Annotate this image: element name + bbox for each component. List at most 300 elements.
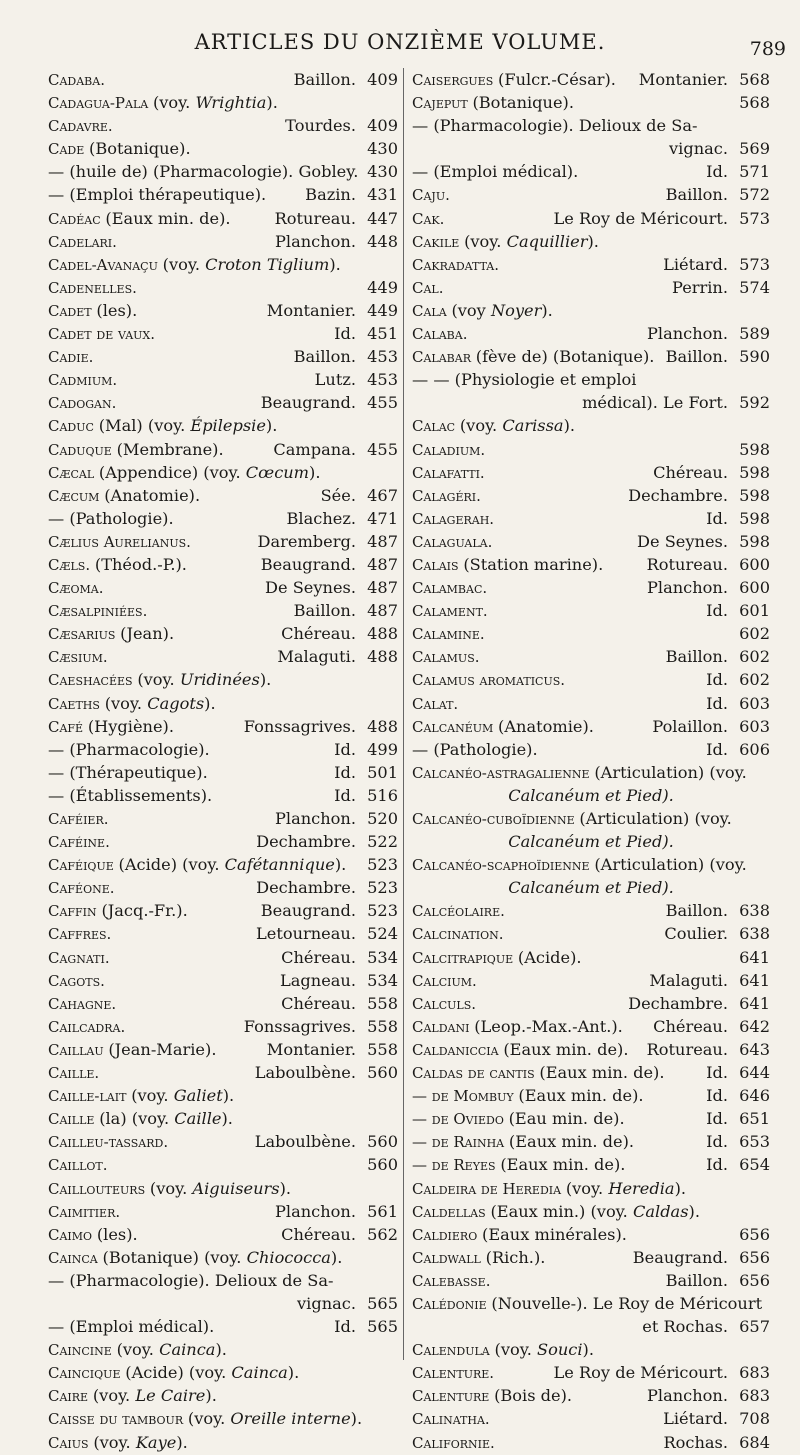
entry-page: 447 [367,208,398,228]
entry-page: 524 [367,924,398,944]
entry-page: 534 [367,970,398,990]
entry-page: 560 [367,1063,398,1083]
index-entry [48,1269,398,1292]
entry-italic-ref: Cagots [147,693,205,713]
entry-term: Cakradatta. [412,255,500,274]
index-entry [48,576,398,599]
entry-term: Cakile [412,232,465,251]
entry-description: (voy. [565,1178,609,1198]
entry-description: (Articulation) (voy. [579,809,732,828]
entry-page: 487 [367,531,398,551]
entry-description: (Théod.-P.). [94,554,187,574]
entry-term: Calaguala. [412,532,493,551]
entry-page: 654 [739,1155,770,1175]
entry-page: 453 [367,347,398,367]
entry-description: (Anatomie). [104,485,201,505]
entry-italic-ref: Souci [537,1340,583,1360]
entry-author: Dechambre. [256,832,356,852]
entry-page: 522 [367,832,398,852]
index-entry [48,899,398,922]
entry-right [663,253,770,276]
entry-term: — de Reyes [412,1156,501,1175]
entry-right [275,230,398,253]
entry-term: Calat. [412,694,459,713]
index-entry [412,807,770,830]
entry-term: Caldani [412,1017,475,1036]
entry-description: (Acide) (voy. [118,855,225,875]
entry-punct: ). [662,832,674,852]
entry-author: Baillon. [665,901,728,921]
entry-author: Id. [706,670,728,690]
index-entry [48,715,398,738]
entry-punct: ). [204,693,216,713]
index-entry [412,91,770,114]
entry-page: 409 [367,116,398,136]
entry-author: Rotureau. [646,554,728,574]
index-entry [48,1361,398,1384]
entry-right [664,922,770,945]
entry-page: 656 [739,1270,770,1290]
entry-term: Caduque [48,440,117,459]
entry-description: (Acide) (voy. [125,1363,232,1383]
entry-right [334,761,398,784]
entry-italic-ref: Cainca [231,1363,288,1383]
entry-right [258,530,399,553]
entry-author: Planchon. [647,578,728,598]
entry-author: Laboulbène. [254,1132,356,1152]
entry-page: 455 [367,393,398,413]
entry-italic-ref: Uridinées [179,670,260,690]
entry-page: 606 [739,739,770,759]
entry-term: Caju. [412,186,450,205]
entry-description: — (Emploi thérapeutique). [48,185,267,205]
entry-term: Calendula [412,1341,495,1360]
entry-description: (voy. [187,1409,231,1429]
entry-author: Daremberg. [257,531,356,551]
index-entry [48,969,398,992]
entry-right [334,1315,398,1338]
index-entry [412,461,770,484]
index-entry [48,761,398,784]
entry-term: Calculs. [412,994,477,1013]
index-entry [48,876,398,899]
entry-punct: ). [205,1386,217,1406]
index-entry [48,1407,398,1430]
entry-punct: ). [221,1109,233,1129]
entry-right [642,1315,770,1338]
index-entry [48,322,398,345]
entry-author: Montanier. [266,300,356,320]
index-entry [48,368,398,391]
index-entry [48,1338,398,1361]
entry-description: (Eau min. de). [508,1109,625,1129]
entry-description: (Jacq.-Fr.). [101,901,188,921]
index-entry [48,230,398,253]
entry-term: Cagots. [48,971,105,990]
entry-description: (Nouvelle-). Le Roy de Méricourt [491,1293,763,1313]
entry-description: — (Pathologie). [412,739,538,759]
entry-term: Cæsium. [48,648,108,667]
entry-right [297,1292,398,1315]
entry-right [287,507,398,530]
index-entry [412,969,770,992]
index-entry [412,1431,770,1454]
entry-description: (voy [451,300,491,320]
entry-right [647,1038,770,1061]
entry-description: (voy. [92,1386,136,1406]
entry-right [628,484,770,507]
index-entry [48,461,398,484]
entry-author: Baillon. [665,1270,728,1290]
entry-description: (voy. [131,1086,174,1106]
index-entry [412,438,770,461]
entry-description: (Station marine). [463,554,604,574]
entry-punct: ). [279,1178,292,1198]
entry-term: Cailleu-tassard. [48,1133,169,1152]
entry-right [666,1269,770,1292]
entry-description: (Eaux minérales). [482,1224,627,1244]
entry-author: Liétard. [663,254,728,274]
entry-right [637,530,770,553]
entry-page: 602 [739,670,770,690]
entry-page: 644 [739,1063,770,1083]
entry-page: 409 [367,70,398,89]
entry-author: Baillon. [665,185,728,205]
entry-page: 641 [739,993,770,1013]
index-entry [412,368,770,391]
entry-author: Id. [334,324,356,344]
entry-right [273,438,398,461]
entry-italic-ref: Cafétannique [224,855,335,875]
entry-description: (Appendice) (voy. [98,462,246,482]
index-entry [412,1384,770,1407]
entry-description: — (Emploi médical). [48,1317,215,1337]
index-entry [412,1338,770,1361]
index-entry [48,853,398,876]
entry-term: Calcanéo-scaphoïdienne [412,856,595,875]
entry-term: Calcéolaire. [412,902,505,921]
entry-term: Cæoma. [48,579,104,598]
entry-right [666,345,770,368]
entry-term: Calcanéo-astragalienne [412,763,595,782]
entry-term: Calédonie [412,1294,492,1313]
entry-page: 683 [739,1386,770,1406]
entry-term: Calagerah. [412,509,495,528]
index-entry [48,946,398,969]
entry-author: Malaguti. [649,970,728,990]
index-entry [412,1130,770,1153]
entry-right [255,1061,398,1084]
entry-italic-ref: Wrightia [195,93,267,113]
index-entry [48,1038,398,1061]
entry-term: Caillau [48,1040,109,1059]
entry-term: Caldellas [412,1202,491,1221]
entry-page: 568 [739,93,770,113]
index-entry [48,1200,398,1223]
entry-right [244,1015,398,1038]
index-entry [412,922,770,945]
entry-term: Calamus. [412,648,480,667]
entry-right [728,1223,770,1246]
entry-term: Cadogan. [48,394,117,413]
entry-right [706,1130,770,1153]
entry-continuation: et Rochas. [642,1317,728,1337]
entry-author: Id. [706,508,728,528]
index-entry [412,1361,770,1384]
entry-term: Cæsarius [48,625,121,644]
entry-term: Caincine [48,1341,117,1360]
entry-author: Blachez. [286,508,356,528]
entry-page: 448 [367,231,398,251]
index-entry [412,992,770,1015]
entry-term: Californie. [412,1433,495,1452]
entry-right [281,946,398,969]
entry-term: Caillot. [48,1156,108,1175]
entry-term: Cadaba. [48,71,105,89]
entry-page: 558 [367,993,398,1013]
entry-author: Baillon. [665,347,728,367]
index-entry [412,1153,770,1176]
entry-right [706,1107,770,1130]
entry-term: Cailcadra. [48,1017,126,1036]
entry-punct: ). [688,1201,700,1221]
entry-term: Caldiero [412,1225,482,1244]
entry-author: Beaugrand. [632,1247,728,1267]
entry-term: Calcium. [412,971,477,990]
index-entry [412,1292,770,1315]
entry-right [728,946,770,969]
entry-punct: ). [222,1086,235,1106]
index-entry [412,137,770,160]
entry-term: Cak. [412,209,445,228]
index-entry [48,992,398,1015]
index-entry [48,599,398,622]
entry-punct: ). [176,1432,188,1452]
entry-page: 558 [367,1016,398,1036]
entry-term: Caimo [48,1225,97,1244]
index-entry [48,1015,398,1038]
entry-right [356,276,398,299]
index-entry [48,553,398,576]
entry-term: Cadel-Avanaçu [48,255,163,274]
entry-right [321,484,398,507]
index-entry [412,1061,770,1084]
entry-italic-ref: Caldas [632,1201,689,1221]
entry-page: 451 [367,324,398,344]
entry-right [275,807,398,830]
entry-term: Cajeput [412,94,473,113]
entry-description: (Eaux min. de). [508,1132,635,1152]
entry-italic-ref: Caquillier [506,231,588,251]
entry-term: Calambac. [412,579,488,598]
entry-punct: ). [541,300,553,320]
entry-page: 523 [367,901,398,921]
entry-page: 708 [739,1409,770,1429]
index-entry [412,761,770,784]
entry-description: (Botanique) (voy. [102,1247,247,1267]
entry-author: Montanier. [638,70,728,89]
index-entry [412,1038,770,1061]
index-entry [48,1292,398,1315]
entry-term: — de Mombuy [412,1087,519,1106]
index-entry [412,1084,770,1107]
entry-page: 488 [367,624,398,644]
entry-term: Cal. [412,278,444,297]
entry-term: Cadet de vaux. [48,325,156,344]
entry-page: 643 [739,1039,770,1059]
index-entry [412,230,770,253]
left-column [48,68,398,1452]
index-entry [412,946,770,969]
entry-page: 574 [739,277,770,297]
entry-author: Planchon. [275,1201,356,1221]
entry-description: (Botanique). [472,93,574,113]
entry-punct: ). [259,670,272,690]
entry-italic-ref: Kaye [135,1432,177,1452]
entry-right [653,1015,770,1038]
entry-page: 684 [739,1432,770,1452]
entry-punct: ). [334,855,347,875]
entry-right [706,1061,770,1084]
index-entry [412,1200,770,1223]
entry-term: Caladium. [412,440,486,459]
entry-right [305,183,398,206]
entry-page: 487 [367,578,398,598]
index-entry [412,68,770,91]
entry-right [281,622,398,645]
entry-right [356,160,398,183]
entry-right [649,969,770,992]
entry-italic-ref: Calcanéum et Pied [508,878,663,898]
entry-term: Café [48,717,88,736]
index-entry [412,668,770,691]
entry-page: 602 [739,624,770,644]
entry-italic-ref: Galiet [173,1086,223,1106]
entry-author: Id. [706,601,728,621]
index-entry [48,484,398,507]
entry-description: (les). [96,300,138,320]
entry-right [275,1200,398,1223]
entry-page: 523 [367,878,398,898]
entry-italic-ref: Carissa [502,416,564,436]
entry-description: (Bois de). [494,1386,573,1406]
entry-author: Chéreau. [281,1224,356,1244]
entry-right [275,207,398,230]
entry-punct: ). [582,1340,594,1360]
index-entry [412,391,770,414]
entry-author: Beaugrand. [260,901,356,921]
entry-italic-ref: Heredia [608,1178,675,1198]
entry-right [728,622,770,645]
index-entry [412,645,770,668]
entry-author: Baillon. [293,347,356,367]
entry-punct: ). [662,785,674,805]
entry-page: 487 [367,601,398,621]
entry-page: 471 [367,508,398,528]
entry-description: — (Pathologie). [48,508,174,528]
entry-page: 683 [739,1363,770,1383]
entry-right [281,992,398,1015]
entry-term: Calament. [412,602,488,621]
index-entry [48,530,398,553]
entry-description: (voy. [494,1340,537,1360]
entry-description: (Fulcr.-César). [498,70,616,89]
entry-description: (fève de) (Botanique). [475,347,655,367]
entry-author: Chéreau. [281,947,356,967]
entry-term: Calenture. [412,1364,495,1383]
entry-page: 569 [739,139,770,159]
entry-page: 590 [739,347,770,367]
entry-page: 561 [367,1201,398,1221]
index-entry [48,1246,398,1269]
entry-description: (voy. [152,93,196,113]
entry-author: Le Roy de Méricourt. [553,208,728,228]
index-entry [48,692,398,715]
entry-author: Bazin. [305,185,356,205]
entry-term: Calac [412,417,460,436]
entry-author: Rochas. [663,1432,728,1452]
index-entry [48,276,398,299]
entry-description: (Hygiène). [87,716,175,736]
entry-page: 589 [739,324,770,344]
entry-right [706,692,770,715]
entry-author: Id. [706,1155,728,1175]
entry-page: 656 [739,1224,770,1244]
index-entry [48,645,398,668]
entry-right [666,645,770,668]
entry-page: 602 [739,647,770,667]
entry-right [256,876,398,899]
entry-page: 455 [367,439,398,459]
entry-author: Chéreau. [281,993,356,1013]
entry-description: (Leop.-Max.-Ant.). [474,1016,623,1036]
index-entry [48,784,398,807]
entry-description: — (Pharmacologie). Delioux de Sa- [412,116,698,136]
entry-page: 572 [739,185,770,205]
entry-right [647,1384,770,1407]
entry-punct: ). [662,878,674,898]
entry-page: 592 [739,393,770,413]
entry-author: Lutz. [314,370,356,390]
index-entry [412,599,770,622]
entry-page: 571 [739,162,770,182]
entry-page: 638 [739,901,770,921]
entry-author: Id. [706,1086,728,1106]
entry-page: 568 [739,70,770,89]
entry-right [256,830,398,853]
entry-author: Id. [334,1317,356,1337]
entry-page: 641 [739,947,770,967]
entry-term: Calamine. [412,625,485,644]
entry-page: 431 [367,185,398,205]
entry-italic-ref: Cœcum [245,462,310,482]
entry-term: Cadelari. [48,232,117,251]
entry-right [261,553,398,576]
index-entry [412,276,770,299]
entry-term: Calafatti. [412,463,485,482]
index-entry [412,1269,770,1292]
index-entry [48,160,398,183]
entry-author: Chéreau. [653,1016,728,1036]
entry-term: Cæcum [48,486,105,505]
entry-punct: ). [563,416,576,436]
entry-term: Caffres. [48,925,112,944]
entry-right [277,645,398,668]
entry-term: Calenture [412,1387,495,1406]
entry-right [334,738,398,761]
entry-italic-ref: Le Caire [135,1386,206,1406]
index-entry [48,345,398,368]
